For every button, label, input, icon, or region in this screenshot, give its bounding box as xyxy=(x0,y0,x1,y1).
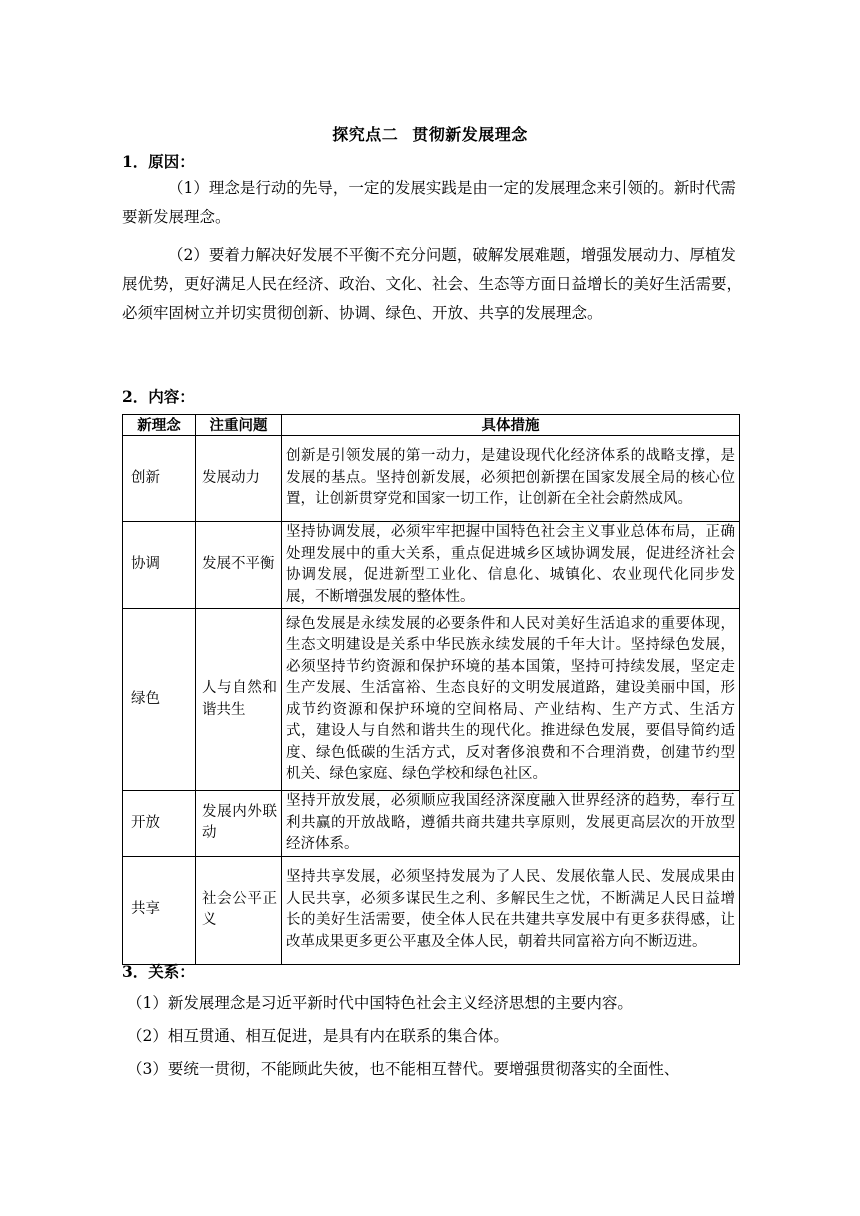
table-row xyxy=(123,436,740,522)
row-issue: 社会公平正义 xyxy=(196,856,282,964)
table-row xyxy=(123,522,740,609)
row-issue: 发展内外联动 xyxy=(196,791,282,857)
section-1-paragraph-2: （2）要着力解决好发展不平衡不充分问题，破解发展难题，增强发展动力、厚植发展优势，更好满足人民在经济、政治、文化、社会、生态等方面日益增长的美好生活需要，必须牢固树立并切实贯彻创新、协调、绿色、开放、共享的发展理念。 xyxy=(122,246,743,322)
row-measures: 坚持共享发展，必须坚持发展为了人民、发展依靠人民、发展成果由人民共享，必须多谋民生之利、多解民生之忧，不断满足人民日益增长的美好生活需要，使全体人民在共建共享发展中有更多获得感，让改革成果更多更公平惠及全体人民，朝着共同富裕方向不断迈进。 xyxy=(282,856,740,964)
section-2-heading: 2．内容： xyxy=(122,387,195,406)
row-concept: 创新 xyxy=(123,436,196,522)
page-title xyxy=(0,122,860,145)
new-concepts-table xyxy=(122,414,740,965)
table-row xyxy=(123,609,740,791)
header-issue: 注重问题 xyxy=(196,415,282,436)
title-part-1: 探究点二 xyxy=(332,125,399,144)
relation-item-3: （3）要统一贯彻，不能顾此失彼，也不能相互替代。要增强贯彻落实的全面性、 xyxy=(127,1060,680,1078)
row-concept: 协调 xyxy=(123,522,196,609)
relation-item-1: （1）新发展理念是习近平新时代中国特色社会主义经济思想的主要内容。 xyxy=(127,994,633,1012)
header-concept: 新理念 xyxy=(123,415,196,436)
table-row xyxy=(123,791,740,857)
row-issue: 发展不平衡 xyxy=(196,522,282,609)
row-concept: 绿色 xyxy=(123,609,196,791)
relation-item-2: （2）相互贯通、相互促进，是具有内在联系的集合体。 xyxy=(127,1027,509,1045)
section-3-heading: 3．关系： xyxy=(122,962,195,981)
row-measures: 绿色发展是永续发展的必要条件和人民对美好生活追求的重要体现，生态文明建设是关系中华民族永续发展的千年大计。坚持绿色发展，必须坚持节约资源和保护环境的基本国策，坚持可持续发展，坚定走生产发展、生活富裕、生态良好的文明发展道路，建设美丽中国，形成节约资源和保护环境的空间格局、产业结构、生产方式、生活方式，建设人与自然和谐共生的现代化。推进绿色发展，要倡导简约适度、绿色低碳的生活方式，反对奢侈浪费和不合理消费，创建节约型机关、绿色家庭、绿色学校和绿色社区。 xyxy=(282,609,740,791)
header-measures: 具体措施 xyxy=(282,415,740,436)
row-measures: 创新是引领发展的第一动力，是建设现代化经济体系的战略支撑，是发展的基点。坚持创新发展，必须把创新摆在国家发展全局的核心位置，让创新贯穿党和国家一切工作，让创新在全社会蔚然成风。 xyxy=(282,436,740,522)
row-concept: 开放 xyxy=(123,791,196,857)
row-measures: 坚持开放发展，必须顺应我国经济深度融入世界经济的趋势，奉行互利共赢的开放战略，遵循共商共建共享原则，发展更高层次的开放型经济体系。 xyxy=(282,791,740,857)
section-1-paragraph-1: （1）理念是行动的先导，一定的发展实践是由一定的发展理念来引领的。新时代需要新发展理念。 xyxy=(122,179,736,226)
row-concept: 共享 xyxy=(123,856,196,964)
row-measures: 坚持协调发展，必须牢牢把握中国特色社会主义事业总体布局，正确处理发展中的重大关系，重点促进城乡区域协调发展，促进经济社会协调发展，促进新型工业化、信息化、城镇化、农业现代化同步发展，不断增强发展的整体性。 xyxy=(282,522,740,609)
title-part-2: 贯彻新发展理念 xyxy=(412,125,528,144)
row-issue: 人与自然和谐共生 xyxy=(196,609,282,791)
row-issue: 发展动力 xyxy=(196,436,282,522)
section-1-heading: 1．原因： xyxy=(122,152,195,171)
table-row xyxy=(123,856,740,964)
table-header-row xyxy=(123,415,740,436)
